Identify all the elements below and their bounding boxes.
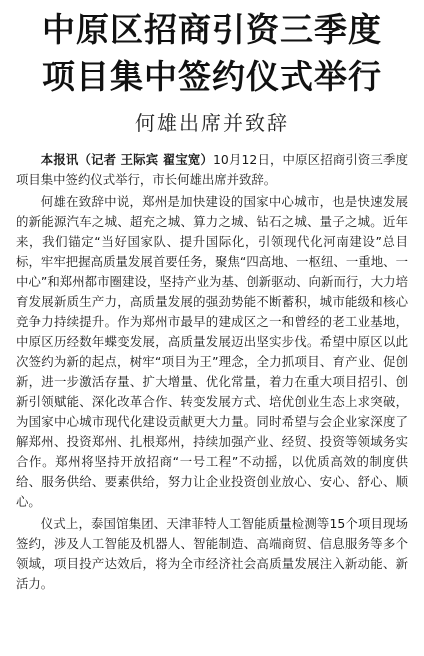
paragraph: 仪式上，泰国馆集团、天津菲特人工智能质量检测等15个项目现场签约，涉及人工智能及机器人、智能制造、高端商贸、信息服务等多个领域，项目投产达效后，将为全市经济社会高质量发展注入新动能、新活力。 xyxy=(16,516,408,591)
paragraph: 何雄在致辞中说，郑州是加快建设的国家中心城市，也是快速发展的新能源汽车之城、超充之城、算力之城、钻石之城、量子之城。近年来，我们锚定“当好国家队、提升国际化，引领现代化河南建设”总目标，牢牢把握高质量发展首要任务，聚焦“四高地、一枢纽、一重地、一中心”和郑州都市圈建设，坚持产业为基、创新驱动、向新而行，大力培育发展新质生产力，高质量发展的强劲势能不断蓄积，城市能级和核心竞争力持续提升。作为郑州市最早的建成区之一和曾经的老工业基地，中原区历经数年蝶变发展，高质量发展迈出坚实步伐。希望中原区以此次签约为新的起点，树牢“项目为王”理念，全力抓项目、育产业、促创新，进一步激活存量、扩大增量、优化常量，着力在重大项目招引、创新引领赋能、深化改革合作、转变发展方式、培优创业生态上求突破，为国家中心城市现代化建设贡献更大力量。同时希望与会企业家深度了解郑州、投资郑州、扎根郑州，持续加强产业、经贸、投资等领域务实合作。郑州将坚持开放招商“一号工程”不动摇，以优质高效的制度供给、服务供给、要素供给，努力让企业投资创业放心、安心、舒心、顺心。 xyxy=(16,194,408,509)
byline: 本报讯（记者 王际宾 翟宝宽） xyxy=(40,152,214,167)
headline-line-1: 中原区招商引资三季度 xyxy=(42,10,382,49)
headline-line-2: 项目集中签约仪式举行 xyxy=(42,57,382,96)
paragraph-text: 10月12日，中原区招商引资三季度项目集中签约仪式举行，市长何雄出席并致辞。 xyxy=(16,152,408,187)
subheadline: 何雄出席并致辞 xyxy=(135,111,289,135)
paragraph-lead xyxy=(16,150,408,190)
article-body xyxy=(16,150,408,594)
headline xyxy=(16,6,408,100)
